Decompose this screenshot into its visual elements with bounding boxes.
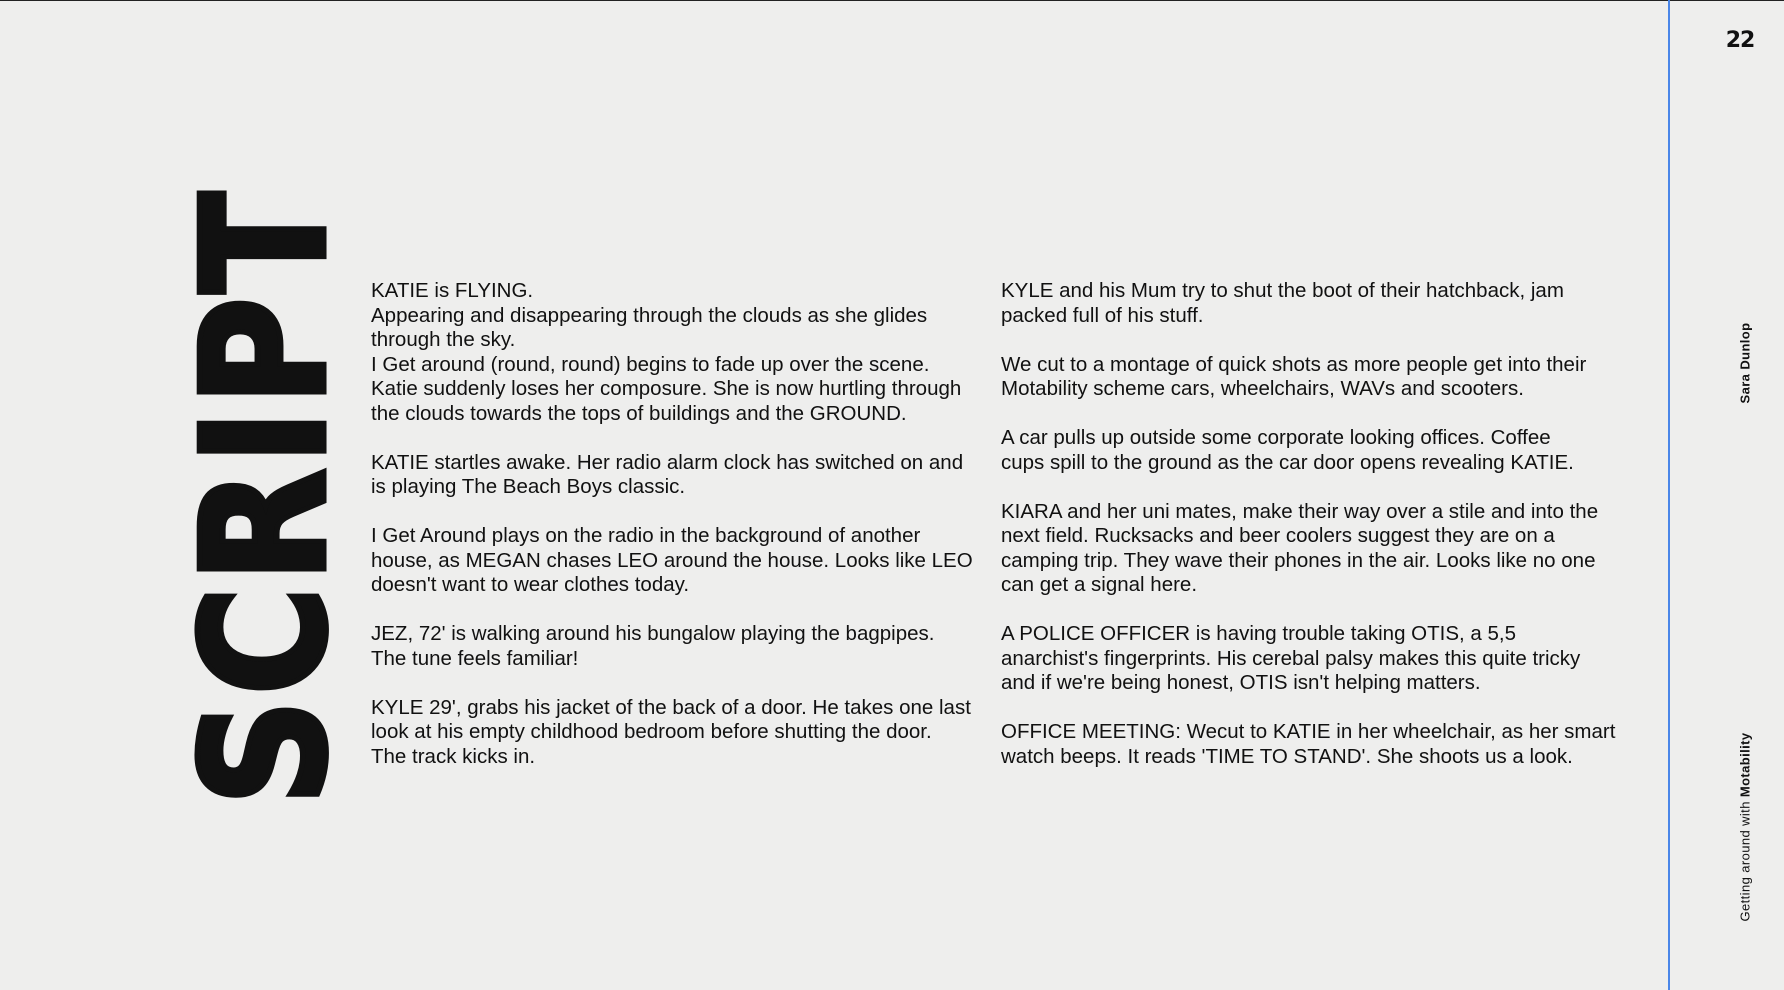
script-line: and if we're being honest, OTIS isn't helping matters.	[1001, 671, 1481, 694]
script-paragraph	[1001, 353, 1631, 402]
script-line: KYLE and his Mum try to shut the boot of their hatchback, jam	[1001, 279, 1564, 302]
script-line: through the sky.	[371, 328, 516, 351]
script-line: cups spill to the ground as the car door opens revealing KATIE.	[1001, 450, 1574, 474]
script-line: KYLE 29', grabs his jacket of the back of a door. He takes one last	[371, 695, 971, 719]
script-line: KATIE startles awake. Her radio alarm clock has switched on and	[371, 450, 964, 474]
script-paragraph	[1001, 279, 1631, 328]
author-name: Sara Dunlop	[1737, 322, 1753, 404]
script-line: camping trip. They wave their phones in the air. Looks like no one	[1001, 548, 1596, 572]
script-line: doesn't want to wear clothes today.	[371, 573, 690, 596]
script-paragraph	[371, 451, 981, 500]
section-heading	[166, 188, 364, 806]
page-number: 22	[1725, 28, 1755, 53]
script-line: JEZ, 72' is walking around his bungalow playing the bagpipes.	[371, 622, 935, 645]
section-heading-text: SCRIPT	[166, 188, 364, 806]
script-line: A car pulls up outside some corporate looking offices. Coffee	[1001, 426, 1551, 449]
script-line: OFFICE MEETING: Wecut to KATIE in her wheelchair, as her smart	[1001, 720, 1616, 743]
script-line: look at his empty childhood bedroom before shutting the door.	[371, 720, 932, 743]
sidebar-divider	[1668, 0, 1670, 990]
project-title	[1738, 732, 1753, 921]
script-line: watch beeps. It reads 'TIME TO STAND'. She shoots us a look.	[1001, 744, 1573, 768]
script-paragraph	[371, 622, 981, 671]
script-line: The tune feels familiar!	[371, 646, 579, 670]
script-line: The track kicks in.	[371, 744, 536, 768]
script-paragraph	[1001, 720, 1631, 769]
top-rule	[0, 0, 1784, 1]
project-title-prefix: Getting around with	[1737, 801, 1753, 922]
script-line: can get a signal here.	[1001, 573, 1198, 596]
script-line: anarchist's fingerprints. His cerebal palsy makes this quite tricky	[1001, 646, 1581, 670]
script-paragraph	[1001, 426, 1631, 475]
script-line: packed full of his stuff.	[1001, 303, 1204, 327]
script-paragraph	[371, 279, 981, 426]
script-line: house, as MEGAN chases LEO around the house. Looks like LEO	[371, 548, 973, 572]
script-line: KATIE is FLYING.	[371, 279, 534, 302]
script-line: is playing The Beach Boys classic.	[371, 475, 686, 498]
script-line: Appearing and disappearing through the clouds as she glides	[371, 303, 928, 327]
script-column-left	[371, 279, 981, 769]
script-line: Motability scheme cars, wheelchairs, WAVs and scooters.	[1001, 377, 1524, 400]
script-line: next field. Rucksacks and beer coolers suggest they are on a	[1001, 524, 1555, 547]
script-paragraph	[1001, 500, 1631, 598]
project-title-brand: Motability	[1737, 732, 1753, 798]
script-line: A POLICE OFFICER is having trouble taking OTIS, a 5,5	[1001, 622, 1516, 645]
script-line: I Get around (round, round) begins to fade up over the scene.	[371, 352, 930, 376]
script-column-right	[1001, 279, 1631, 769]
script-line: I Get Around plays on the radio in the background of another	[371, 524, 921, 547]
script-paragraph	[1001, 622, 1631, 696]
script-line: the clouds towards the tops of buildings and the GROUND.	[371, 401, 907, 425]
script-line: We cut to a montage of quick shots as more people get into their	[1001, 352, 1587, 376]
script-paragraph	[371, 696, 981, 770]
script-paragraph	[371, 524, 981, 598]
script-line: KIARA and her uni mates, make their way over a stile and into the	[1001, 499, 1599, 523]
script-line: Katie suddenly loses her composure. She is now hurtling through	[371, 377, 962, 400]
